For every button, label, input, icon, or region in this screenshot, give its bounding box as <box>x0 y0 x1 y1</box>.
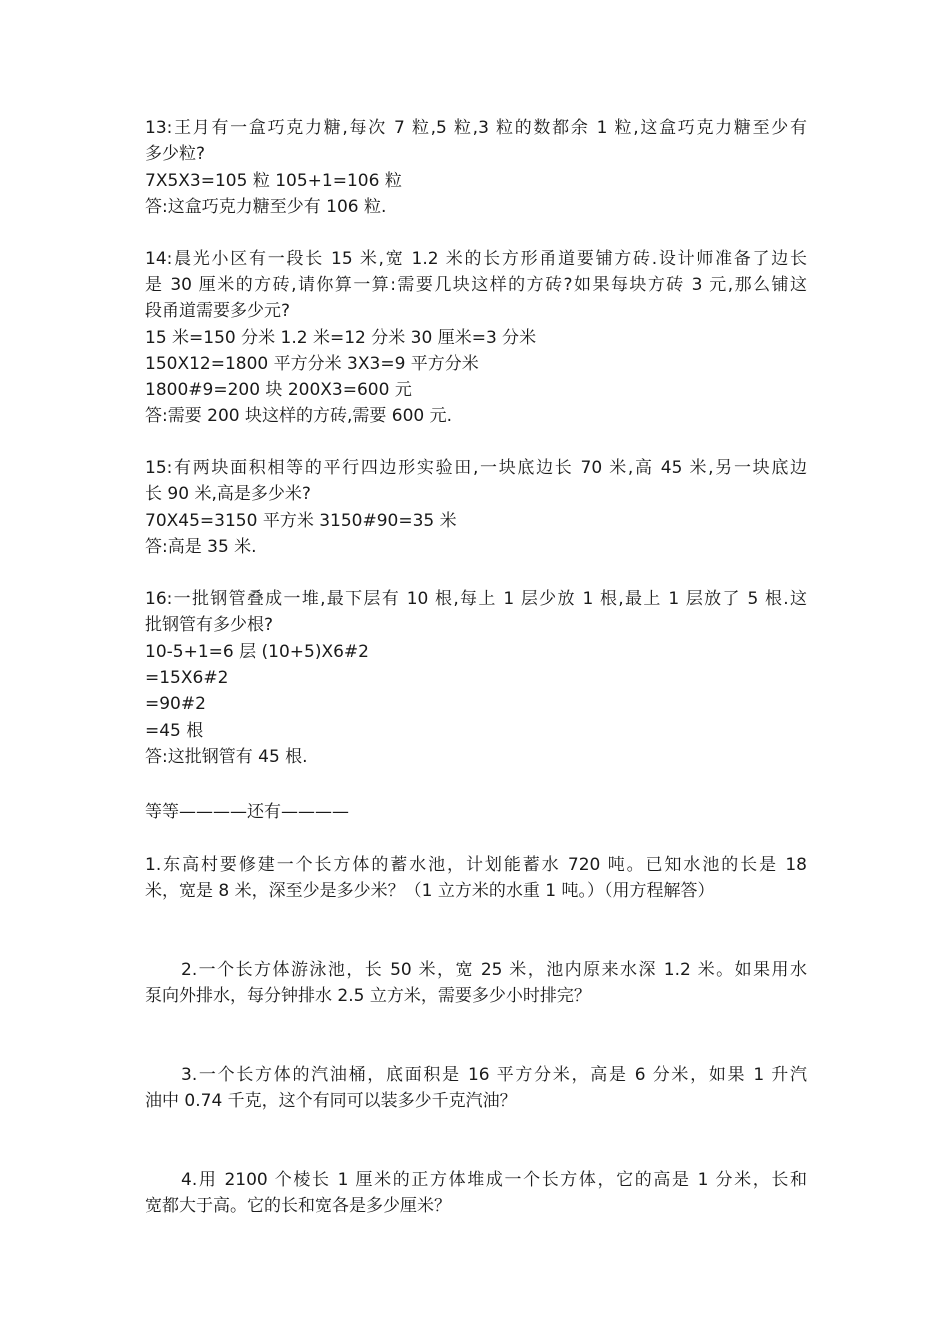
problem-15-work-line-1: 70X45=3150 平方米 3150#90=35 米 <box>145 511 457 531</box>
problem-16-work-line-3: =90#2 <box>145 694 206 714</box>
problem-16-work-line-2: =15X6#2 <box>145 668 229 688</box>
problem-13-work-line-1: 7X5X3=105 粒 105+1=106 粒 <box>145 171 402 191</box>
problem-14-work-line-3: 1800#9=200 块 200X3=600 元 <box>145 380 412 400</box>
section-divider-text: 等等————还有———— <box>145 802 349 822</box>
problem-15-question-line-1: 15:有两块面积相等的平行四边形实验田,一块底边长 70 米,高 45 米,另一块底边 <box>145 458 807 478</box>
problem-13-answer: 答:这盒巧克力糖至少有 106 粒. <box>145 197 387 217</box>
extra-problem-2-line-1: 2.一个长方体游泳池，长 50 米，宽 25 米，池内原来水深 1.2 米。如果用水 <box>181 960 807 980</box>
problem-16-work-line-4: =45 根 <box>145 721 204 741</box>
extra-problem-3-line-2: 油中 0.74 千克，这个有同可以装多少千克汽油？ <box>145 1091 517 1111</box>
extra-problem-2-line-2: 泵向外排水，每分钟排水 2.5 立方米，需要多少小时排完？ <box>145 986 591 1006</box>
extra-problem-1-line-1: 1.东高村要修建一个长方体的蓄水池，计划能蓄水 720 吨。已知水池的长是 18 <box>145 855 807 875</box>
extra-problem-4-line-2: 宽都大于高。它的长和宽各是多少厘米？ <box>145 1196 451 1216</box>
problem-14-question-line-1: 14:晨光小区有一段长 15 米,宽 1.2 米的长方形甬道要铺方砖.设计师准备了边长 <box>145 249 807 269</box>
problem-14-answer: 答:需要 200 块这样的方砖,需要 600 元. <box>145 406 453 426</box>
problem-15-answer: 答:高是 35 米. <box>145 537 257 557</box>
problem-14-question-line-3: 段甬道需要多少元? <box>145 301 291 321</box>
problem-13-question-line-2: 多少粒? <box>145 144 206 164</box>
problem-16-work-line-1: 10-5+1=6 层 (10+5)X6#2 <box>145 642 369 662</box>
problem-14-work-line-1: 15 米=150 分米 1.2 米=12 分米 30 厘米=3 分米 <box>145 328 537 348</box>
problem-16-question-line-1: 16:一批钢管叠成一堆,最下层有 10 根,每上 1 层少放 1 根,最上 1 层放了 5 根.这 <box>145 589 807 609</box>
problem-14-question-line-2: 是 30 厘米的方砖,请你算一算:需要几块这样的方砖?如果每块方砖 3 元,那么铺这 <box>145 275 807 295</box>
extra-problem-4-line-1: 4.用 2100 个棱长 1 厘米的正方体堆成一个长方体，它的高是 1 分米，长和 <box>181 1170 807 1190</box>
extra-problem-3-line-1: 3.一个长方体的汽油桶，底面积是 16 平方分米，高是 6 分米，如果 1 升汽 <box>181 1065 807 1085</box>
problem-16-question-line-2: 批钢管有多少根? <box>145 615 274 635</box>
problem-15-question-line-2: 长 90 米,高是多少米? <box>145 484 311 504</box>
problem-16-answer: 答:这批钢管有 45 根. <box>145 747 308 767</box>
problem-14-work-line-2: 150X12=1800 平方分米 3X3=9 平方分米 <box>145 354 479 374</box>
problem-13-question-line-1: 13:王月有一盒巧克力糖,每次 7 粒,5 粒,3 粒的数都余 1 粒,这盒巧克力糖至少有 <box>145 118 807 138</box>
extra-problem-1-line-2: 米，宽是 8 米，深至少是多少米？（1 立方米的水重 1 吨。）（用方程解答） <box>145 881 715 901</box>
